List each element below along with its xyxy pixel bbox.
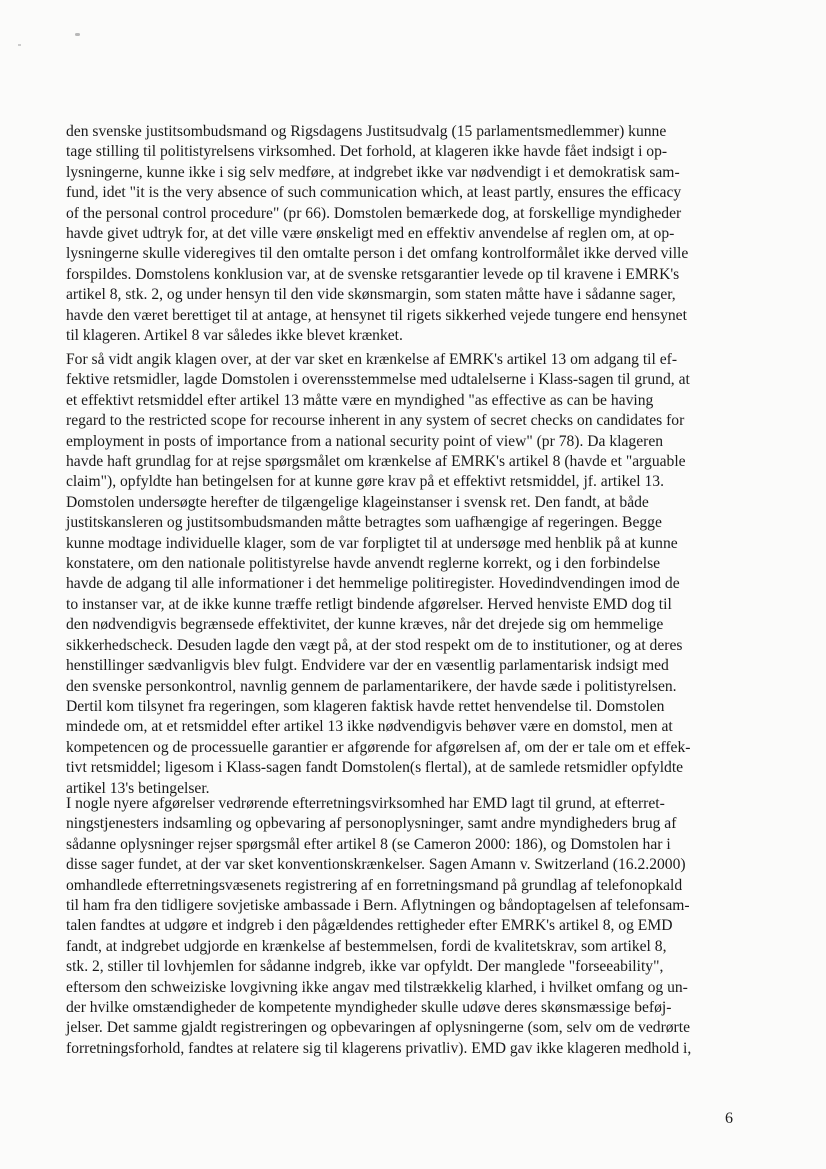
- text-line: konstatere, om den nationale politistyrelse havde anvendt reglerne korrekt, og i den forbindelse: [66, 555, 661, 573]
- text-line: der hvilke omstændigheder de kompetente myndigheder skulle udøve deres skønsmæssige beføj-: [66, 999, 672, 1017]
- text-line: employment in posts of importance from a national security point of view" (pr 78). Da klageren: [66, 432, 664, 450]
- text-line: of the personal control procedure" (pr 66). Domstolen bemærkede dog, at forskellige myndigheder: [66, 204, 682, 222]
- text-line: havde haft grundlag for at rejse spørgsmålet om krænkelse af EMRK's artikel 8 (havde et "arguable: [66, 453, 686, 471]
- text-line: til klageren. Artikel 8 var således ikke blevet krænket.: [66, 327, 403, 345]
- text-line: havde givet udtryk for, at det ville være ønskeligt med en effektiv anvendelse af reglen om, at op-: [66, 225, 675, 243]
- text-line: claim"), opfyldte han betingelsen for at kunne gøre krav på et effektivt retsmiddel, jf. artikel 13.: [66, 473, 665, 491]
- text-line: kunne modtage individuelle klager, som de var forpligtet til at undersøge med henblik på at kunne: [66, 534, 678, 552]
- text-line: ningstjenesters indsamling og opbevaring af personoplysninger, samt andre myndigheders brug af: [66, 815, 677, 833]
- text-line: mindede om, at et retsmiddel efter artikel 13 ikke nødvendigvis behøver være en domstol, men at: [66, 718, 673, 736]
- text-line: tage stilling til politistyrelsens virksomhed. Det forhold, at klageren ikke havde fået indsigt i op-: [66, 143, 668, 161]
- text-line: artikel 8, stk. 2, og under hensyn til den vide skønsmargin, som staten måtte have i sådanne sager,: [66, 286, 676, 304]
- text-line: eftersom den schweiziske lovgivning ikke angav med tilstrækkelig klarhed, i hvilket omfang og un-: [66, 978, 688, 996]
- text-line: sikkerhedscheck. Desuden lagde den vægt på, at der stod respekt om de to institutioner, og at deres: [66, 636, 683, 654]
- text-line: omhandlede efterretningsvæsenets registrering af en forretningsmand på grundlag af telefonopkald: [66, 876, 683, 894]
- text-line: et effektivt retsmiddel efter artikel 13 måtte være en myndighed "as effective as can be having: [66, 391, 654, 409]
- text-line: to instanser var, at de ikke kunne træffe retligt bindende afgørelser. Herved henviste EMD dog til: [66, 595, 672, 613]
- text-line: lysningerne skulle videregives til den omtalte person i det omfang kontrolformålet ikke derved ville: [66, 245, 689, 263]
- text-line: den svenske justitsombudsmand og Rigsdagens Justitsudvalg (15 parlamentsmedlemmer) kunne: [66, 123, 667, 140]
- text-line: regard to the restricted scope for recourse inherent in any system of secret checks on candidates for: [66, 412, 685, 430]
- text-line: tivt retsmiddel; ligesom i Klass-sagen fandt Domstolen(s flertal), at de samlede retsmidler opfyldte: [66, 759, 684, 777]
- text-line: forretningsforhold, fandtes at relatere sig til klagerens privatliv). EMD gav ikke klageren medhold i,: [66, 1039, 692, 1057]
- text-line: lysningerne, kunne ikke i sig selv medføre, at indgrebet ikke var nødvendigt i et demokratisk sam-: [66, 163, 680, 181]
- text-line: havde den været berettiget til at antage, at hensynet til rigets sikkerhed vejede tungere end hensynet: [66, 306, 687, 324]
- text-line: den nødvendigvis begrænsede effektivitet, der kunne kræves, når det drejede sig om hemmelige: [66, 616, 664, 634]
- text-line: forspildes. Domstolens konklusion var, at de svenske retsgarantier levede op til kravene i EMRK's: [66, 265, 680, 283]
- scan-speck: [18, 44, 21, 46]
- text-line: jelser. Det samme gjaldt registreringen og opbevaringen af oplysningerne (som, selv om de vedrørte: [66, 1019, 691, 1037]
- text-line: justitskansleren og justitsombudsmanden måtte betragtes som uafhængige af regeringen. Begge: [66, 514, 662, 532]
- text-line: kompetencen og de processuelle garantier er afgørende for afgørelsen af, om der er tale om et effek-: [66, 738, 691, 756]
- text-line: Domstolen undersøgte herefter de tilgængelige klageinstanser i svensk ret. Den fandt, at både: [66, 493, 649, 511]
- text-line: I nogle nyere afgørelser vedrørende efterretningsvirksomhed har EMD lagt til grund, at efterret-: [66, 795, 665, 812]
- text-line: henstillinger sædvanligvis blev fulgt. Endvidere var der en væsentlig parlamentarisk indsigt med: [66, 657, 669, 675]
- page-number: 6: [725, 1110, 733, 1127]
- text-line: havde de adgang til alle informationer i det hemmelige politiregister. Hovedindvendingen imod de: [66, 575, 680, 593]
- paragraph-2: [66, 350, 746, 799]
- text-line: fund, idet "it is the very absence of such communication which, at least partly, ensures the efficacy: [66, 184, 682, 202]
- text-line: til ham fra den tidligere sovjetiske ambassade i Bern. Aflytningen og båndoptagelsen af telefonsam-: [66, 897, 690, 915]
- text-line: talen fandtes at udgøre et indgreb i den pågældendes rettigheder efter EMRK's artikel 8, og EMD: [66, 917, 673, 935]
- scan-speck: [75, 33, 80, 36]
- text-line: den svenske personkontrol, navnlig gennem de parlamentarikere, der havde sæde i politistyrelsen.: [66, 677, 677, 695]
- text-line: Dertil kom tilsynet fra regeringen, som klageren faktisk havde rettet henvendelse til. Domstolen: [66, 697, 665, 715]
- text-line: fandt, at indgrebet udgjorde en krænkelse af bestemmelsen, fordi de kvalitetskrav, som artikel 8,: [66, 937, 667, 955]
- paragraph-3: [66, 794, 746, 1059]
- text-line: For så vidt angik klagen over, at der var sket en krænkelse af EMRK's artikel 13 om adgang til ef-: [66, 351, 678, 368]
- text-line: artikel 13's betingelser.: [66, 779, 210, 797]
- text-line: sådanne oplysninger rejser spørgsmål efter artikel 8 (se Cameron 2000: 186), og Domstolen har i: [66, 835, 671, 853]
- text-line: fektive retsmidler, lagde Domstolen i overensstemmelse med udtalelserne i Klass-sagen til grund, at: [66, 371, 690, 389]
- paragraph-1: [66, 122, 746, 346]
- text-line: stk. 2, stiller til lovhjemlen for sådanne indgreb, ikke var opfyldt. Der manglede "forseeability",: [66, 958, 664, 976]
- text-line: disse sager fundet, at der var sket konventionskrænkelser. Sagen Amann v. Switzerland (16.2.2000): [66, 856, 686, 874]
